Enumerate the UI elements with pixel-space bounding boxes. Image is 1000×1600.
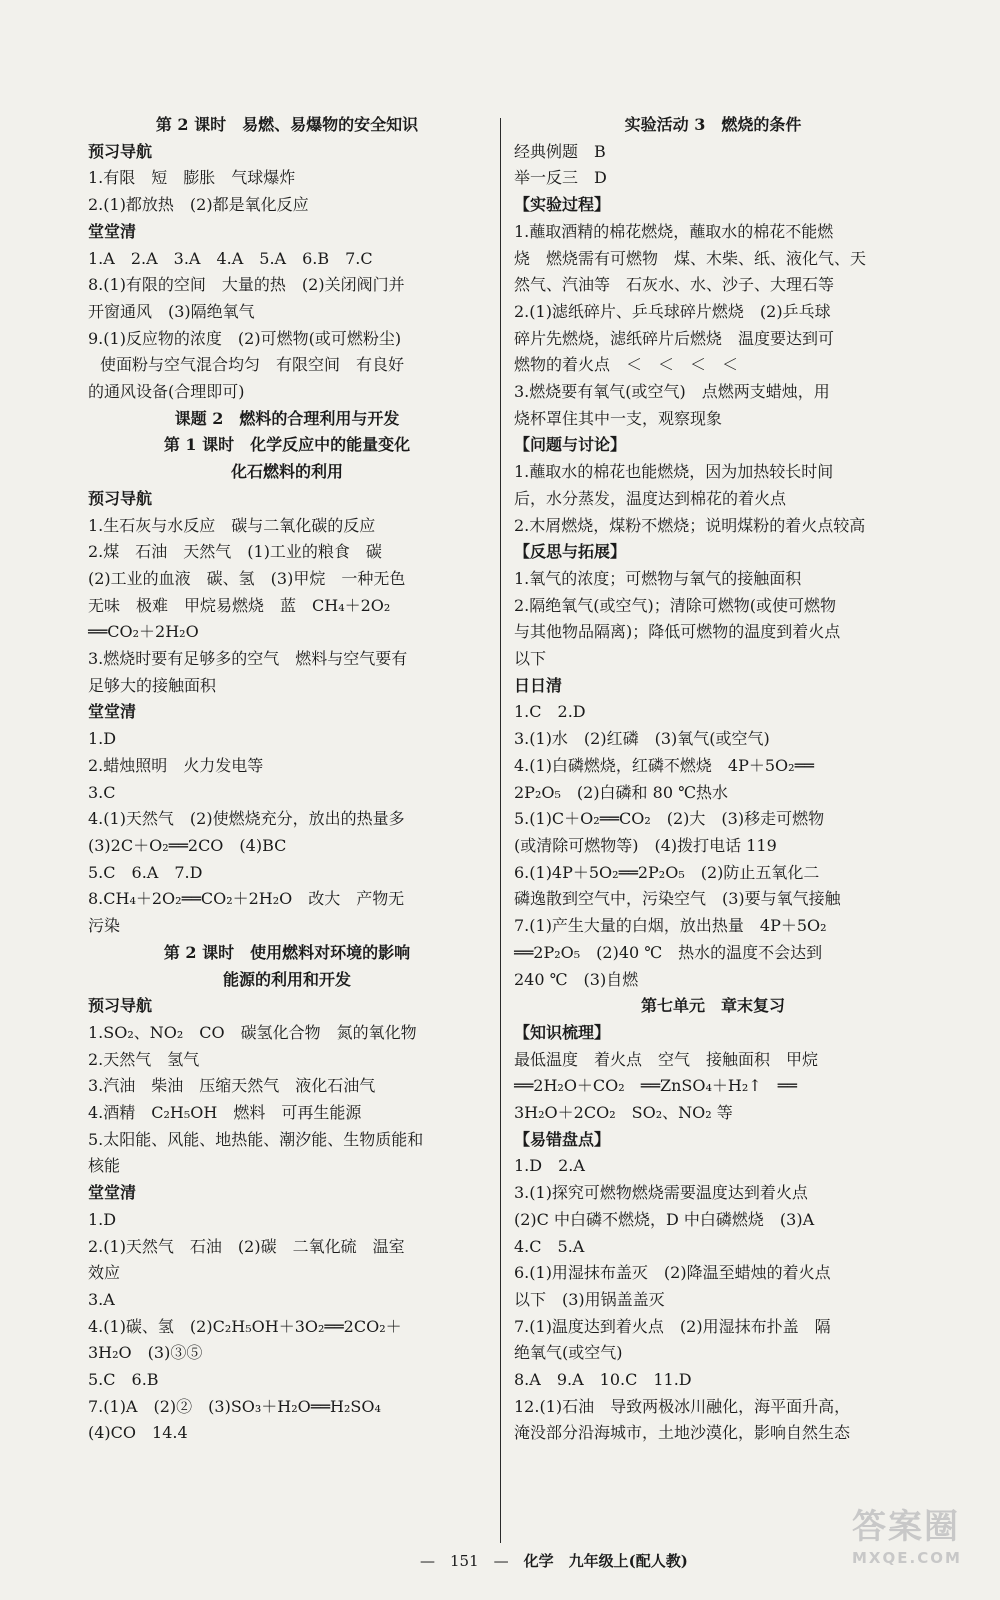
answer-line: 1.氧气的浓度；可燃物与氧气的接触面积 [514,568,802,588]
book-subject: 化学 九年级上(配人教) [523,1552,688,1570]
answer-line: 9.(1)反应物的浓度 (2)可燃物(或可燃粉尘) [88,328,402,348]
answer-line: 淹没部分沿海城市，土地沙漠化，影响自然生态 [514,1423,851,1443]
answer-line: 8.(1)有限的空间 大量的热 (2)关闭阀门并 [88,275,405,295]
answer-line: 后，水分蒸发，温度达到棉花的着火点 [514,488,787,508]
answer-line: (3)2C＋O₂══2CO (4)BC [88,835,287,855]
answer-line: 核能 [88,1156,121,1176]
answer-line: 污染 [88,916,121,936]
answer-line: 3.汽油 柴油 压缩天然气 液化石油气 [88,1076,376,1096]
answer-line: 4.(1)白磷燃烧，红磷不燃烧 4P＋5O₂══ [514,755,814,775]
subsection-label: 堂堂清 [88,221,137,241]
answer-line: 举一反三 D [514,168,607,188]
answer-line: 1.A 2.A 3.A 4.A 5.A 6.B 7.C [88,248,373,268]
subsection-label: 【知识梳理】 [514,1022,611,1042]
left-column [88,112,486,1447]
answer-line: 磷逸散到空气中，污染空气 (3)要与氧气接触 [514,889,841,909]
watermark-title: 答案圈 [852,1507,960,1547]
answer-line: 然气、汽油等 石灰水、水、沙子、大理石等 [514,275,835,295]
subsection-label: 堂堂清 [88,1183,137,1203]
answer-line: (或清除可燃物等) (4)拨打电话 119 [514,835,777,855]
subsection-label: 【实验过程】 [514,195,611,215]
answer-line: 6.(1)4P＋5O₂══2P₂O₅ (2)防止五氧化二 [514,862,820,882]
answer-line: 燃物的着火点 ＜ ＜ ＜ ＜ [514,355,739,375]
answer-line: 12.(1)石油 导致两极冰川融化，海平面升高， [514,1396,851,1416]
section-heading: 课题 2 燃料的合理利用与开发 [174,408,400,428]
answer-line: 使面粉与空气混合均匀 有限空间 有良好 [100,355,405,375]
answer-line: 3.A [88,1289,115,1309]
answer-line: (2)C 中白磷不燃烧，D 中白磷燃烧 (3)A [514,1209,815,1229]
answer-line: 1.蘸取酒精的棉花燃烧，蘸取水的棉花不能燃 [514,221,834,241]
subsection-label: 预习导航 [88,141,153,161]
answer-line: 7.(1)产生大量的白烟，放出热量 4P＋5O₂ [514,916,827,936]
answer-line: 无味 极难 甲烷易燃烧 蓝 CH₄＋2O₂ [88,595,391,615]
subsection-label: 日日清 [514,675,563,695]
answer-line: 以下 (3)用锅盖盖灭 [514,1289,665,1309]
answer-line: 2.天然气 氢气 [88,1049,200,1069]
column-divider [500,118,501,1543]
answer-line: 5.C 6.B [88,1370,159,1390]
answer-line: 2P₂O₅ (2)白磷和 80 ℃热水 [514,782,728,802]
answer-line: 1.C 2.D [514,702,586,722]
answer-line: 5.太阳能、风能、地热能、潮汐能、生物质能和 [88,1129,424,1149]
section-heading: 第 2 课时 易燃、易爆物的安全知识 [155,115,419,134]
section-heading: 实验活动 3 燃烧的条件 [624,115,802,134]
answer-line: 效应 [88,1263,121,1283]
answer-line: (2)工业的血液 碳、氢 (3)甲烷 一种无色 [88,568,406,588]
subsection-label: 【易错盘点】 [514,1129,611,1149]
answer-line: 3.燃烧时要有足够多的空气 燃料与空气要有 [88,649,408,669]
answer-line: 5.(1)C＋O₂══CO₂ (2)大 (3)移走可燃物 [514,809,825,829]
answer-line: 绝氧气(或空气) [514,1343,623,1363]
subsection-label: 【问题与讨论】 [514,435,627,455]
answer-line: 3.C [88,782,116,802]
right-column [514,112,912,1447]
answer-line: 经典例题 B [514,141,606,161]
answer-line: 烧杯罩住其中一支，观察现象 [514,408,723,428]
answer-line: 1.生石灰与水反应 碳与二氧化碳的反应 [88,515,376,535]
answer-line: 2.(1)都放热 (2)都是氧化反应 [88,195,309,215]
answer-line: 1.D [88,1209,117,1229]
answer-line: 碎片先燃烧，滤纸碎片后燃烧 温度要达到可 [514,328,835,348]
section-heading: 化石燃料的利用 [230,462,343,482]
answer-line: 3.燃烧要有氧气(或空气) 点燃两支蜡烛，用 [514,382,830,402]
answer-line: 2.(1)天然气 石油 (2)碳 二氧化硫 温室 [88,1236,405,1256]
answer-line: 1.D [88,729,117,749]
subsection-label: 预习导航 [88,996,153,1016]
answer-line: 开窗通风 (3)隔绝氧气 [88,301,255,321]
answer-line: 的通风设备(合理即可) [88,382,245,402]
answer-line: 4.(1)天然气 (2)使燃烧充分，放出的热量多 [88,809,405,829]
answer-line: 1.D 2.A [514,1156,585,1176]
page-number: — 151 — [420,1552,509,1570]
answer-line: 2.隔绝氧气(或空气)；清除可燃物(或使可燃物 [514,595,836,615]
answer-line: 8.A 9.A 10.C 11.D [514,1370,692,1390]
answer-line: 5.C 6.A 7.D [88,862,203,882]
watermark-logo [852,1505,977,1595]
answer-line: 烧 燃烧需有可燃物 煤、木柴、纸、液化气、天 [514,248,867,268]
answer-line: 4.酒精 C₂H₅OH 燃料 可再生能源 [88,1103,362,1123]
answer-line: 足够大的接触面积 [88,675,217,695]
answer-line: 3H₂O＋2CO₂ SO₂、NO₂ 等 [514,1103,733,1123]
answer-line: 3.(1)探究可燃物燃烧需要温度达到着火点 [514,1183,808,1203]
answer-line: 8.CH₄＋2O₂══CO₂＋2H₂O 改大 产物无 [88,889,405,909]
page-footer [420,1550,688,1571]
answer-line: 6.(1)用湿抹布盖灭 (2)降温至蜡烛的着火点 [514,1263,831,1283]
answer-line: 2.蜡烛照明 火力发电等 [88,755,264,775]
answer-line: ══CO₂＋2H₂O [88,622,199,642]
answer-line: 2.(1)滤纸碎片、乒乓球碎片燃烧 (2)乒乓球 [514,301,831,321]
answer-line: 与其他物品隔离)；降低可燃物的温度到着火点 [514,622,841,642]
answer-line: 240 ℃ (3)自燃 [514,969,639,989]
answer-line: 2.煤 石油 天然气 (1)工业的粮食 碳 [88,542,382,562]
answer-line: 2.木屑燃烧，煤粉不燃烧；说明煤粉的着火点较高 [514,515,866,535]
subsection-label: 堂堂清 [88,702,137,722]
answer-line: (4)CO 14.4 [88,1423,188,1443]
answer-line: 7.(1)温度达到着火点 (2)用湿抹布扑盖 隔 [514,1316,831,1336]
answer-line: ══2H₂O＋CO₂ ══ZnSO₄＋H₂↑ ══ [514,1076,797,1096]
answer-line: 1.有限 短 膨胀 气球爆炸 [88,168,296,188]
answer-line: 4.C 5.A [514,1236,585,1256]
watermark-url: MXQE.COM [852,1549,962,1567]
answer-line: 最低温度 着火点 空气 接触面积 甲烷 [514,1049,819,1069]
section-heading: 第 2 课时 使用燃料对环境的影响 [163,942,411,962]
section-heading: 第 1 课时 化学反应中的能量变化 [163,435,411,455]
answer-line: 以下 [514,649,547,669]
answer-line: 1.蘸取水的棉花也能燃烧，因为加热较长时间 [514,462,834,482]
answer-line: 3.(1)水 (2)红磷 (3)氧气(或空气) [514,729,770,749]
answer-line: ══2P₂O₅ (2)40 ℃ 热水的温度不会达到 [514,942,823,962]
answer-line: 4.(1)碳、氢 (2)C₂H₅OH＋3O₂══2CO₂＋ [88,1316,402,1336]
answer-line: 1.SO₂、NO₂ CO 碳氢化合物 氮的氧化物 [88,1022,417,1042]
section-heading: 第七单元 章末复习 [640,996,785,1016]
subsection-label: 【反思与拓展】 [514,542,627,562]
answer-line: 7.(1)A (2)② (3)SO₃＋H₂O══H₂SO₄ [88,1396,381,1416]
subsection-label: 预习导航 [88,488,153,508]
answer-line: 3H₂O (3)③⑤ [88,1343,203,1363]
section-heading: 能源的利用和开发 [222,969,351,989]
